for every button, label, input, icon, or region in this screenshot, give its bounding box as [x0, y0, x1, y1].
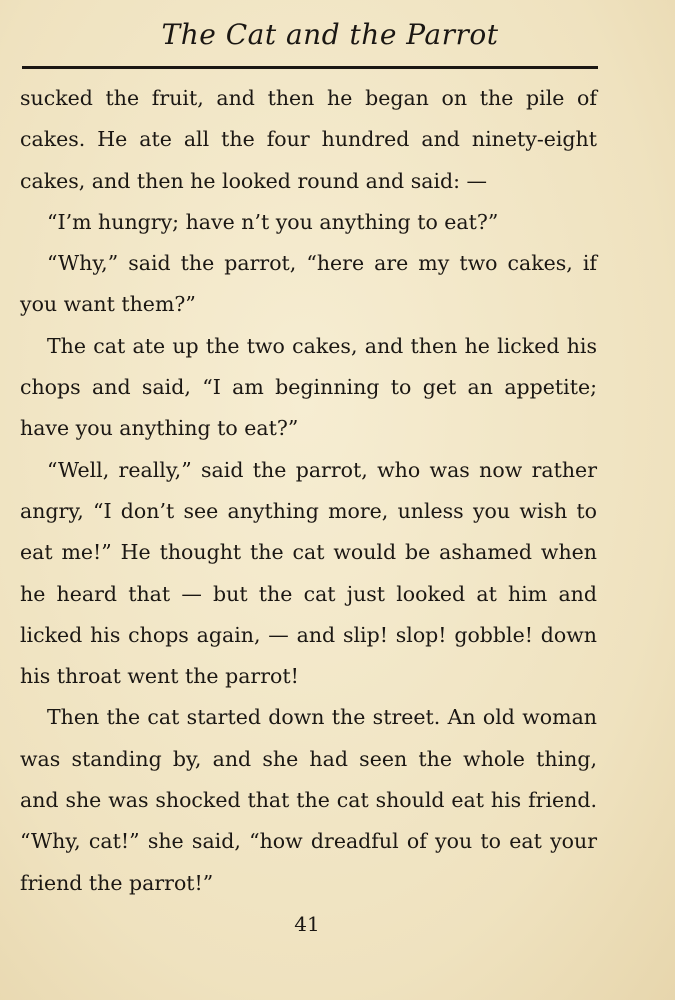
paragraph-3: “Why,” said the parrot, “here are my two cakes, if you want them?” [20, 251, 597, 317]
body-text [20, 78, 597, 904]
paragraph-4: The cat ate up the two cakes, and then he licked his chops and said, “I am beginning to get an appetite; have you anything to eat?” [20, 333, 597, 441]
paragraph-1: sucked the fruit, and then he began on the pile of cakes. He ate all the four hundred and ninety-eight cakes, and then he looked round and said: — [20, 86, 597, 193]
paragraph-5: “Well, really,” said the parrot, who was now rather angry, “I don’t see anything more, unless you wish to eat me!” He thought the cat would be ashamed when he heard that — but the cat just looked at him and licked his chops again, — and slip! slop! gobble! down his throat went the parrot! [20, 457, 597, 689]
paragraph-6: Then the cat started down the street. An old woman was standing by, and she had seen the whole thing, and she was shocked that the cat should eat his friend. “Why, cat!” she said, “how dreadful of you to eat your friend the parrot!” [20, 705, 597, 895]
running-head-title: The Cat and the Parrot [161, 18, 499, 51]
page-number: 41 [294, 912, 320, 936]
header-rule [22, 66, 598, 69]
paragraph-2: “I’m hungry; have n’t you anything to eat?” [47, 209, 499, 234]
